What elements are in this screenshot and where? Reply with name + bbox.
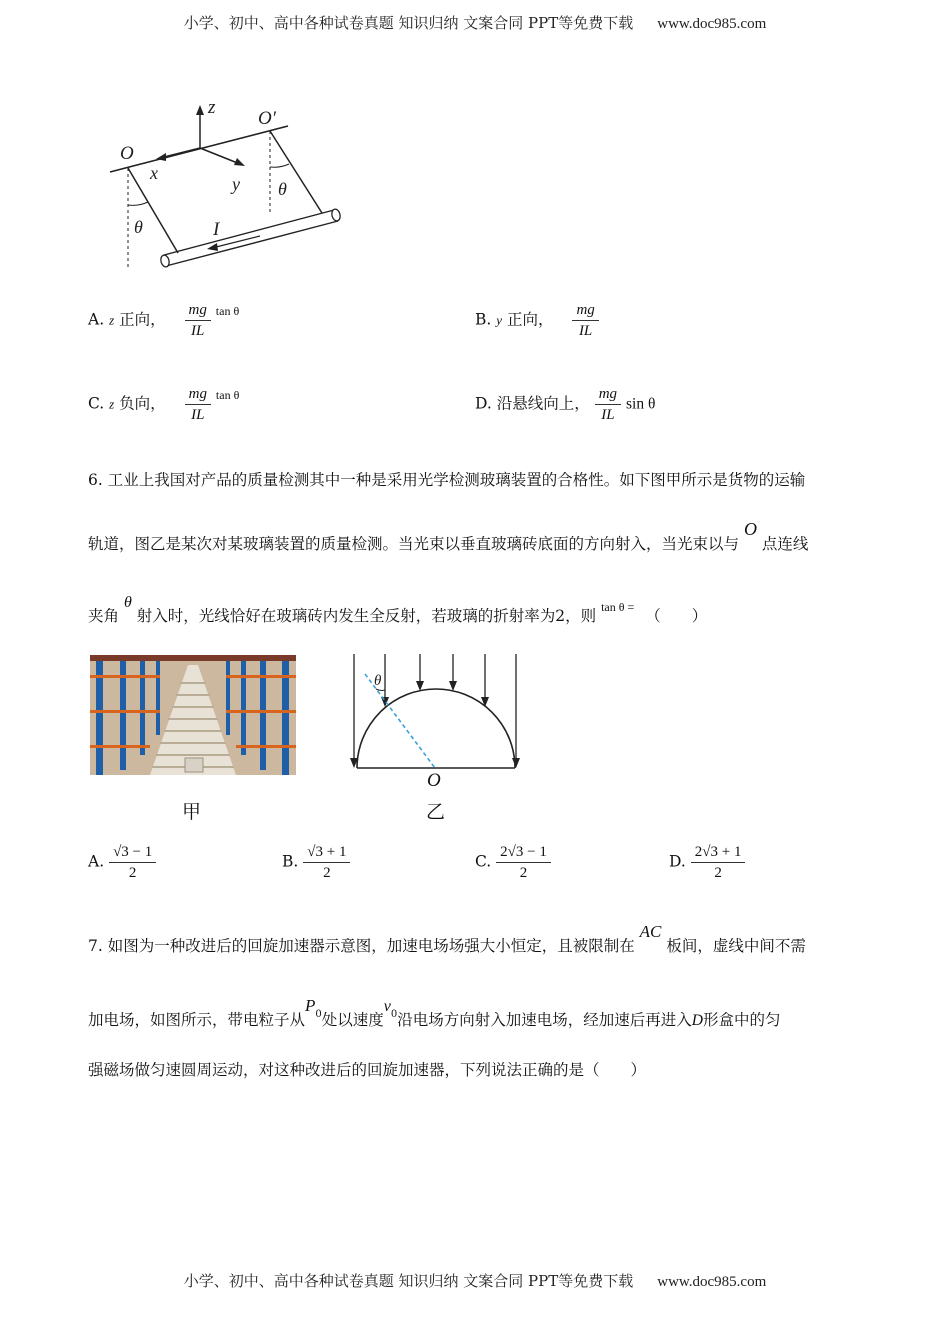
fig5-x-label: x	[150, 163, 158, 183]
function-text: tan θ	[215, 387, 240, 402]
text-segment: 形盒中的匀	[703, 1011, 781, 1029]
q7-line-3: 强磁场做匀速圆周运动，对这种改进后的回旋加速器，下列说法正确的是（ ）	[88, 1061, 647, 1079]
plate-ac-symbol: AC	[639, 922, 662, 941]
theta-symbol: θ	[123, 594, 132, 611]
footer-site[interactable]: www.doc985.com	[657, 1274, 767, 1290]
fig5-o-label: O	[120, 143, 134, 164]
q5-figure	[100, 95, 350, 275]
numerator: mg	[595, 384, 621, 405]
conveyor-illustration	[90, 655, 296, 775]
q7-line-2	[88, 996, 781, 1030]
numerator: 2√3 + 1	[691, 842, 746, 863]
tan-theta-expression: tan θ =	[601, 600, 635, 614]
direction-text: 正向，	[119, 310, 166, 329]
text-segment: 板间，虚线中间不需	[666, 937, 806, 955]
denominator: 2	[519, 865, 528, 881]
fig5-theta-right: θ	[278, 179, 287, 199]
denominator: 2	[714, 865, 722, 881]
text-segment: 处以速度	[321, 1011, 384, 1029]
axis-symbol: z	[109, 312, 115, 328]
denominator: IL	[601, 407, 615, 423]
fraction	[496, 842, 551, 883]
page-footer	[0, 1270, 950, 1291]
numerator: mg	[185, 300, 211, 321]
option-letter: C.	[88, 394, 105, 413]
option-letter: A.	[88, 310, 105, 329]
fraction	[185, 300, 211, 341]
option-letter: C.	[475, 852, 492, 871]
point-o-symbol: O	[743, 519, 757, 539]
axis-symbol: y	[496, 312, 503, 328]
v0-subscript: 0	[390, 1009, 398, 1020]
fig5-y-label: y	[232, 174, 240, 194]
text-segment: 射入时，光线恰好在玻璃砖内发生全反射，若玻璃的折射率为2，则	[136, 607, 597, 625]
denominator: 2	[128, 865, 137, 881]
fraction	[109, 842, 156, 883]
text-segment: 轨道，图乙是某次对某玻璃装置的质量检测。当光束以垂直玻璃砖底面的方向射入，当光束以与	[88, 535, 740, 553]
fig5-current-label: I	[213, 219, 220, 240]
v0-symbol: v	[383, 998, 391, 1015]
q6-option-b[interactable]	[282, 842, 350, 883]
q6-line-1: 6. 工业上我国对产品的质量检测其中一种是采用光学检测玻璃装置的合格性。如下图甲所示是货物的运输	[88, 471, 806, 489]
numerator: 2√3 − 1	[496, 842, 551, 863]
q5-option-b[interactable]	[475, 300, 599, 341]
conveyor-photo	[90, 655, 296, 775]
fig5-theta-left: θ	[134, 217, 143, 237]
option-letter: B.	[475, 310, 492, 329]
denominator: 2	[323, 865, 331, 881]
q5-option-c[interactable]	[88, 384, 239, 425]
fraction	[303, 842, 350, 883]
text-segment: 加电场，如图所示，带电粒子从	[88, 1011, 306, 1029]
denominator: IL	[191, 407, 205, 423]
numerator: √3 − 1	[109, 842, 156, 863]
fraction	[595, 384, 621, 425]
text-segment: 夹角	[88, 607, 120, 625]
d-symbol: D	[691, 1012, 703, 1029]
p0-symbol: P	[305, 996, 316, 1015]
text-segment: 7. 如图为一种改进后的回旋加速器示意图，加速电场场强大小恒定，且被限制在	[88, 937, 635, 955]
caption-jia: 甲	[182, 801, 202, 823]
q6-option-d[interactable]	[669, 842, 745, 883]
direction-text: 负向，	[119, 394, 166, 413]
numerator: mg	[572, 300, 598, 321]
axis-symbol: z	[109, 396, 115, 412]
direction-text: 正向，	[506, 310, 554, 329]
numerator: mg	[185, 384, 211, 405]
option-letter: A.	[88, 852, 105, 871]
option-letter: D.	[475, 394, 492, 413]
header-site[interactable]: www.doc985.com	[657, 16, 767, 32]
option-letter: D.	[669, 852, 686, 871]
q5-option-a[interactable]	[88, 300, 239, 341]
numerator: √3 + 1	[303, 842, 350, 863]
option-letter: B.	[282, 852, 299, 871]
denominator: IL	[191, 323, 205, 339]
glass-figure	[345, 650, 525, 775]
fig6-theta-label: θ	[374, 673, 382, 689]
p0-subscript: 0	[315, 1009, 322, 1020]
function-text: tan θ	[215, 303, 240, 318]
denominator: IL	[578, 323, 593, 339]
fraction	[691, 842, 746, 883]
text-segment: 点连线	[761, 535, 809, 553]
page-header	[0, 12, 950, 33]
fig5-oprime-label: O′	[258, 108, 276, 129]
q6-option-c[interactable]	[475, 842, 551, 883]
footer-text: 小学、初中、高中各种试卷真题 知识归纳 文案合同 PPT等免费下载	[183, 1272, 634, 1290]
q6-line-2	[88, 519, 809, 554]
fraction	[185, 384, 211, 425]
fig5-z-label: z	[208, 97, 216, 118]
caption-yi: 乙	[426, 801, 446, 823]
q7-line-1	[88, 922, 806, 956]
fig6-o-label: O	[427, 770, 441, 791]
q5-option-d[interactable]	[475, 384, 655, 425]
q6-line-3	[88, 594, 708, 626]
text-segment: 沿电场方向射入加速电场，经加速后再进入	[397, 1011, 692, 1029]
direction-text: 沿悬线向上，	[496, 394, 590, 413]
fraction	[572, 300, 598, 341]
answer-blank: （ ）	[645, 607, 708, 625]
header-text: 小学、初中、高中各种试卷真题 知识归纳 文案合同 PPT等免费下载	[183, 14, 634, 32]
q6-option-a[interactable]	[88, 842, 156, 883]
function-text: sin θ	[625, 395, 656, 413]
